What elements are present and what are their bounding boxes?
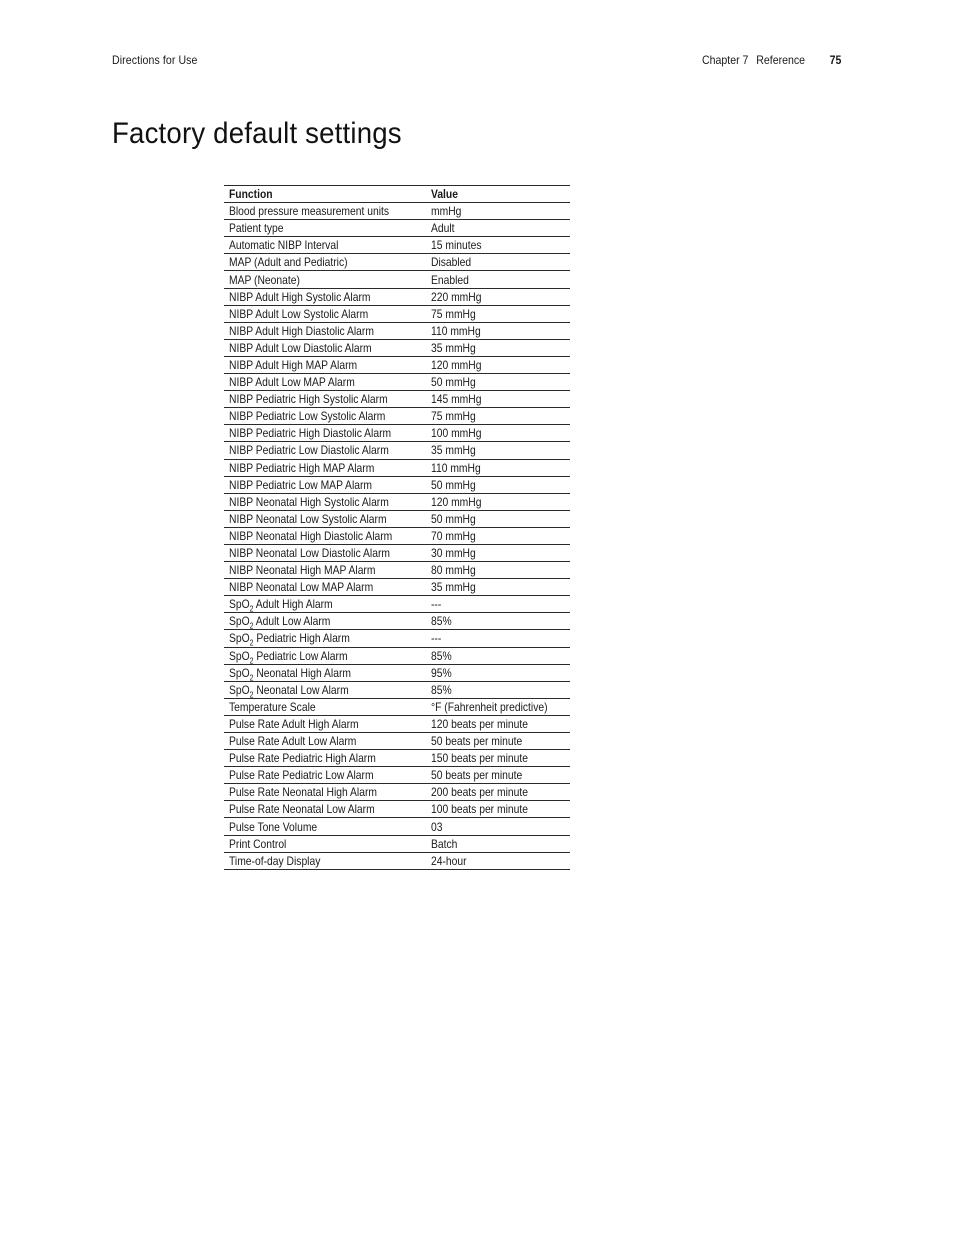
function-label: Time-of-day Display <box>229 853 321 868</box>
function-cell <box>224 254 425 271</box>
table-row <box>224 322 570 339</box>
function-cell <box>224 750 425 767</box>
value-label: 03 <box>431 819 443 834</box>
function-label-rest: Pediatric High Alarm <box>253 631 350 646</box>
function-label: Pulse Rate Pediatric Low Alarm <box>229 768 374 783</box>
function-label <box>229 597 333 614</box>
value-label: 120 beats per minute <box>431 716 528 731</box>
column-header-function: Function <box>224 186 425 203</box>
function-label: Blood pressure measurement units <box>229 204 390 219</box>
value-cell <box>425 425 570 442</box>
function-label: NIBP Neonatal High MAP Alarm <box>229 563 376 578</box>
value-cell <box>425 852 570 869</box>
value-cell <box>425 544 570 561</box>
table-row <box>224 784 570 801</box>
table-row <box>224 476 570 493</box>
function-cell <box>224 784 425 801</box>
value-label: 85% <box>431 682 452 697</box>
function-label: Pulse Tone Volume <box>229 819 318 834</box>
table-row <box>224 493 570 510</box>
value-label: 75 mmHg <box>431 306 476 321</box>
function-cell <box>224 271 425 288</box>
function-label-subscript: 2 <box>249 655 254 665</box>
function-cell <box>224 835 425 852</box>
function-cell <box>224 527 425 544</box>
function-label-subscript: 2 <box>249 638 254 648</box>
function-label: NIBP Adult High Diastolic Alarm <box>229 323 374 338</box>
function-label: NIBP Adult Low Systolic Alarm <box>229 306 369 321</box>
table-row <box>224 715 570 732</box>
value-label: 80 mmHg <box>431 563 476 578</box>
table-row <box>224 544 570 561</box>
value-label: 110 mmHg <box>431 460 481 475</box>
value-cell <box>425 733 570 750</box>
function-label: NIBP Pediatric High Diastolic Alarm <box>229 426 392 441</box>
header-section: Reference <box>755 53 805 67</box>
function-cell <box>224 562 425 579</box>
value-label: 200 beats per minute <box>431 785 528 800</box>
function-label-prefix: SpO <box>229 648 250 663</box>
table-row <box>224 647 570 664</box>
value-label: 35 mmHg <box>431 340 476 355</box>
function-label: NIBP Adult High Systolic Alarm <box>229 289 371 304</box>
function-cell <box>224 596 425 613</box>
function-label: NIBP Adult High MAP Alarm <box>229 357 358 372</box>
function-cell <box>224 664 425 681</box>
table-row <box>224 596 570 613</box>
table-row <box>224 356 570 373</box>
value-cell <box>425 203 570 220</box>
table-row <box>224 510 570 527</box>
function-cell <box>224 391 425 408</box>
function-cell <box>224 459 425 476</box>
page-number: 75 <box>829 53 841 67</box>
value-cell <box>425 339 570 356</box>
function-label-subscript: 2 <box>249 621 254 631</box>
table-row <box>224 203 570 220</box>
table-row <box>224 391 570 408</box>
function-label-prefix: SpO <box>229 597 250 612</box>
table-header-row <box>224 186 570 203</box>
factory-defaults-table <box>224 185 570 870</box>
function-cell <box>224 767 425 784</box>
value-label: --- <box>431 597 442 612</box>
table-row <box>224 852 570 869</box>
function-label-rest: Adult Low Alarm <box>253 614 331 629</box>
table-row <box>224 288 570 305</box>
running-header-left: Directions for Use <box>112 53 198 67</box>
function-label-rest: Pediatric Low Alarm <box>253 648 348 663</box>
value-cell <box>425 750 570 767</box>
function-cell <box>224 339 425 356</box>
function-label: NIBP Pediatric High MAP Alarm <box>229 460 375 475</box>
value-cell <box>425 220 570 237</box>
function-label: Pulse Rate Neonatal High Alarm <box>229 785 378 800</box>
table-row <box>224 339 570 356</box>
value-cell <box>425 493 570 510</box>
function-label-prefix: SpO <box>229 631 250 646</box>
value-cell <box>425 767 570 784</box>
function-label: Temperature Scale <box>229 699 316 714</box>
value-cell <box>425 801 570 818</box>
function-label: Pulse Rate Adult High Alarm <box>229 716 359 731</box>
function-cell <box>224 733 425 750</box>
function-cell <box>224 322 425 339</box>
value-label: Batch <box>431 836 458 851</box>
function-cell <box>224 510 425 527</box>
function-label-prefix: SpO <box>229 614 250 629</box>
function-label: Print Control <box>229 836 287 851</box>
function-label <box>229 682 349 700</box>
function-label: NIBP Neonatal Low MAP Alarm <box>229 580 374 595</box>
function-cell <box>224 476 425 493</box>
value-label: 120 mmHg <box>431 494 482 509</box>
function-label: Pulse Rate Neonatal Low Alarm <box>229 802 375 817</box>
table-row <box>224 527 570 544</box>
value-cell <box>425 510 570 527</box>
function-cell <box>224 630 425 647</box>
value-cell <box>425 715 570 732</box>
function-label: NIBP Pediatric Low MAP Alarm <box>229 477 373 492</box>
value-cell <box>425 527 570 544</box>
value-label: 110 mmHg <box>431 323 481 338</box>
function-label: NIBP Pediatric Low Diastolic Alarm <box>229 443 389 458</box>
table-body <box>224 203 570 870</box>
value-label: 120 mmHg <box>431 357 482 372</box>
function-cell <box>224 203 425 220</box>
function-cell <box>224 852 425 869</box>
value-cell <box>425 476 570 493</box>
function-label: NIBP Neonatal Low Diastolic Alarm <box>229 546 390 561</box>
function-cell <box>224 613 425 630</box>
value-label: 35 mmHg <box>431 443 476 458</box>
value-cell <box>425 681 570 698</box>
function-label: NIBP Neonatal High Diastolic Alarm <box>229 528 393 543</box>
value-label: 220 mmHg <box>431 289 482 304</box>
table-row <box>224 408 570 425</box>
function-cell <box>224 715 425 732</box>
function-label-prefix: SpO <box>229 665 250 680</box>
value-cell <box>425 579 570 596</box>
value-label: 50 beats per minute <box>431 734 523 749</box>
table-row <box>224 630 570 647</box>
function-label: Pulse Rate Pediatric High Alarm <box>229 751 376 766</box>
value-label: mmHg <box>431 204 462 219</box>
function-label <box>229 665 351 683</box>
value-cell <box>425 562 570 579</box>
value-cell <box>425 391 570 408</box>
value-cell <box>425 459 570 476</box>
value-label: --- <box>431 631 442 646</box>
value-cell <box>425 613 570 630</box>
value-cell <box>425 818 570 835</box>
function-label: NIBP Neonatal Low Systolic Alarm <box>229 511 387 526</box>
value-label: Adult <box>431 221 455 236</box>
value-label: 15 minutes <box>431 238 482 253</box>
value-label: 95% <box>431 665 452 680</box>
value-label: 50 mmHg <box>431 375 476 390</box>
table-row <box>224 305 570 322</box>
function-cell <box>224 356 425 373</box>
table-row <box>224 698 570 715</box>
table-row <box>224 374 570 391</box>
function-label: NIBP Adult Low Diastolic Alarm <box>229 340 372 355</box>
value-label: 75 mmHg <box>431 409 476 424</box>
table-row <box>224 613 570 630</box>
value-cell <box>425 322 570 339</box>
table-row <box>224 835 570 852</box>
value-label: 150 beats per minute <box>431 751 528 766</box>
value-cell <box>425 664 570 681</box>
table-row <box>224 579 570 596</box>
table-row <box>224 271 570 288</box>
function-cell <box>224 493 425 510</box>
value-cell <box>425 271 570 288</box>
value-cell <box>425 288 570 305</box>
column-header-value: Value <box>425 186 570 203</box>
value-label: 85% <box>431 614 452 629</box>
value-cell <box>425 237 570 254</box>
function-label: NIBP Neonatal High Systolic Alarm <box>229 494 389 509</box>
function-cell <box>224 818 425 835</box>
value-label: Disabled <box>431 255 472 270</box>
function-cell <box>224 647 425 664</box>
function-cell <box>224 374 425 391</box>
value-cell <box>425 305 570 322</box>
function-label: NIBP Adult Low MAP Alarm <box>229 375 355 390</box>
value-label: 24-hour <box>431 853 467 868</box>
value-label: 70 mmHg <box>431 528 476 543</box>
function-cell <box>224 442 425 459</box>
value-label: 30 mmHg <box>431 546 476 561</box>
table-row <box>224 801 570 818</box>
header-chapter: Chapter 7 <box>701 53 748 67</box>
function-label-subscript: 2 <box>249 604 254 614</box>
function-label: MAP (Neonate) <box>229 272 300 287</box>
table-row <box>224 220 570 237</box>
value-cell <box>425 374 570 391</box>
table-row <box>224 818 570 835</box>
value-cell <box>425 408 570 425</box>
function-label-rest: Neonatal Low Alarm <box>253 682 349 697</box>
function-label <box>229 649 348 663</box>
table-row <box>224 425 570 442</box>
value-label: °F (Fahrenheit predictive) <box>431 699 548 714</box>
table-row <box>224 750 570 767</box>
value-label: 85% <box>431 648 452 663</box>
value-label: 50 mmHg <box>431 511 476 526</box>
function-label-prefix: SpO <box>229 682 250 697</box>
value-label: 50 beats per minute <box>431 768 523 783</box>
value-label: 100 mmHg <box>431 426 482 441</box>
value-cell <box>425 784 570 801</box>
function-label: NIBP Pediatric Low Systolic Alarm <box>229 409 386 424</box>
table-row <box>224 237 570 254</box>
value-label: 100 beats per minute <box>431 802 528 817</box>
table-row <box>224 442 570 459</box>
value-label: 50 mmHg <box>431 477 476 492</box>
function-label: Pulse Rate Adult Low Alarm <box>229 734 357 749</box>
value-cell <box>425 630 570 647</box>
value-cell <box>425 442 570 459</box>
value-cell <box>425 698 570 715</box>
table-row <box>224 254 570 271</box>
function-cell <box>224 408 425 425</box>
value-label: 145 mmHg <box>431 392 482 407</box>
value-cell <box>425 647 570 664</box>
value-cell <box>425 835 570 852</box>
function-cell <box>224 698 425 715</box>
table-row <box>224 681 570 698</box>
function-cell <box>224 425 425 442</box>
table-row <box>224 733 570 750</box>
value-cell <box>425 596 570 613</box>
function-cell <box>224 801 425 818</box>
value-label: 35 mmHg <box>431 580 476 595</box>
function-label-subscript: 2 <box>249 690 254 700</box>
function-label <box>229 631 350 648</box>
function-cell <box>224 544 425 561</box>
function-cell <box>224 579 425 596</box>
value-label: Enabled <box>431 272 469 287</box>
function-label: NIBP Pediatric High Systolic Alarm <box>229 392 388 407</box>
function-label: Automatic NIBP Interval <box>229 238 339 253</box>
table-row <box>224 664 570 681</box>
table-row <box>224 562 570 579</box>
function-cell <box>224 288 425 305</box>
function-label <box>229 614 331 631</box>
running-header-right <box>702 53 841 67</box>
page-title: Factory default settings <box>112 117 402 150</box>
table-row <box>224 459 570 476</box>
value-cell <box>425 356 570 373</box>
function-label-subscript: 2 <box>249 673 254 683</box>
function-label: MAP (Adult and Pediatric) <box>229 255 348 270</box>
function-label-rest: Adult High Alarm <box>253 597 333 612</box>
function-cell <box>224 681 425 698</box>
function-label: Patient type <box>229 221 284 236</box>
table-row <box>224 767 570 784</box>
value-cell <box>425 254 570 271</box>
function-cell <box>224 305 425 322</box>
function-label-rest: Neonatal High Alarm <box>253 665 351 680</box>
function-cell <box>224 220 425 237</box>
function-cell <box>224 237 425 254</box>
